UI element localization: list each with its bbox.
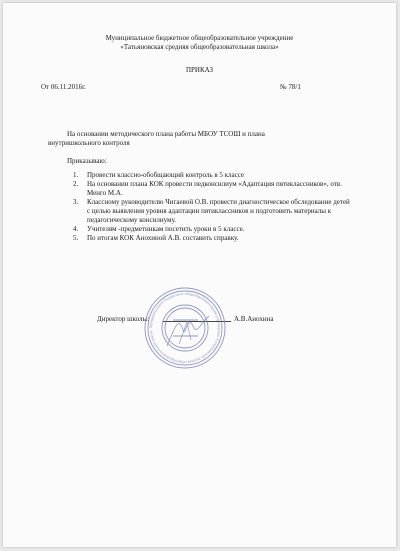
order-title: ПРИКАЗ <box>185 66 214 74</box>
list-item-number: 4. <box>73 225 79 233</box>
list-item-text: По итогам КОК Анохиной А.В. составить справку. <box>87 234 239 242</box>
signature-name: А.В.Анохина <box>234 315 274 323</box>
school-name-line1: Муниципальное бюджетное общеобразовательное учреждение <box>105 34 294 42</box>
document-page <box>3 3 396 547</box>
list-item-number: 1. <box>73 171 79 179</box>
signature-position: Директор школы: <box>97 315 150 323</box>
list-item <box>73 198 353 225</box>
list-item <box>73 180 353 198</box>
list-item <box>73 171 353 180</box>
order-number: № 78/1 <box>280 83 301 91</box>
basis-line1: На основании методического плана работы МБОУ ТСОШ и плана <box>67 130 265 138</box>
list-item-text: Классному руководителю Чигаевой О.В. провести диагностическое обследование детей с целью выявления уровня адаптации пятиклассников и подготовить материалы к педагогическому консилиуму. <box>87 198 350 224</box>
list-item-text: Учителям -предметникам посетить уроки в 5 классе. <box>87 225 245 233</box>
stamp-ring-text: Муниципальное бюджетное общеобразовательное учреждение Татьяновская средняя общеобразовательная школа <box>147 290 223 366</box>
order-items-list <box>73 171 353 243</box>
list-item <box>73 225 353 234</box>
basis-line2: внутришкольного контроля <box>48 139 130 147</box>
school-seal-stamp <box>143 286 227 370</box>
list-item <box>73 234 353 243</box>
list-item-number: 3. <box>73 198 79 206</box>
school-name-line2: «Татьяновская средняя общеобразовательная школа» <box>120 43 279 51</box>
list-item-text: Провести классно-обобщающий контроль в 5 классе <box>87 171 245 179</box>
list-item-text: На основании плана КОК провести педконсилиум «Адаптация пятиклассников», отв. Менго М.А. <box>87 180 342 197</box>
order-date: От 06.11.2016г. <box>41 83 86 91</box>
list-item-number: 2. <box>73 180 79 188</box>
list-item-number: 5. <box>73 234 79 242</box>
order-word: Приказываю: <box>67 157 107 165</box>
